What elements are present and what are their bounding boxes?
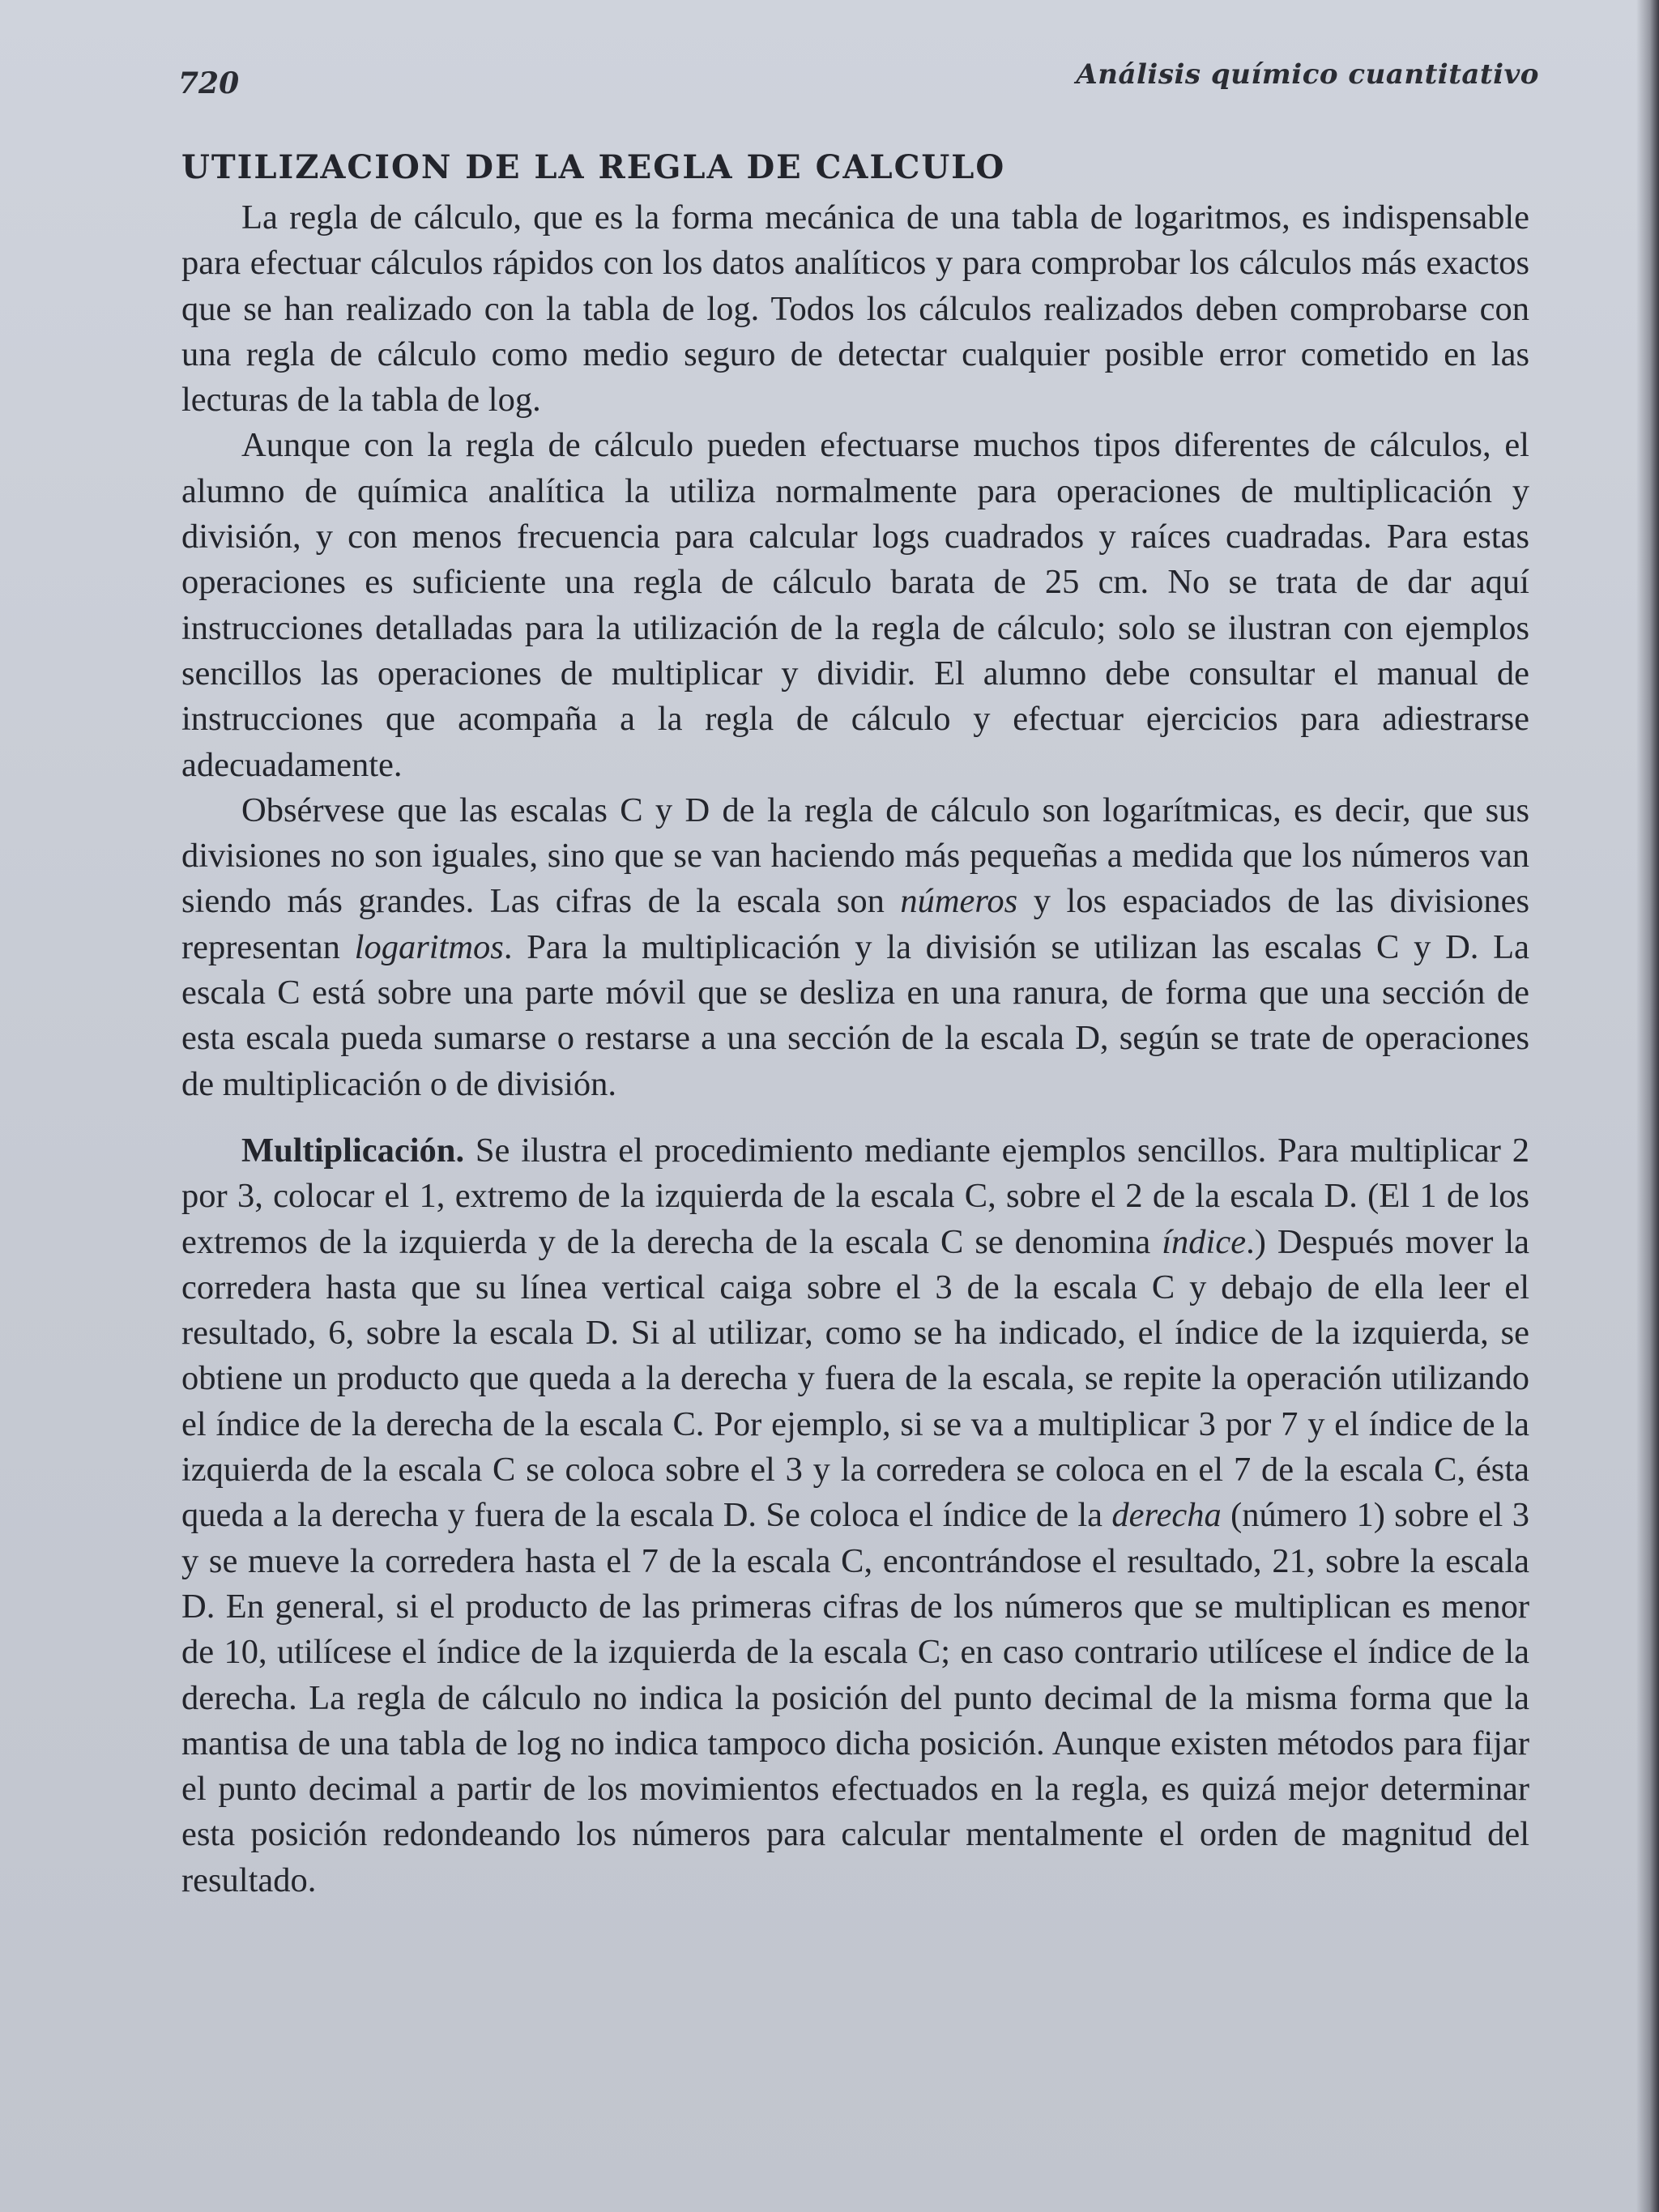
page-edge-shadow bbox=[1636, 0, 1659, 2212]
paragraph-operations: Aunque con la regla de cálculo pueden efectuarse muchos tipos diferentes de cálculos, el alumno de química analítica la utiliza normalmente para operaciones de multiplicación y división, y con menos frecuencia para calcular logs cuadrados y raíces cuadradas. Para estas operaciones es suficiente una regla de cálculo barata de 25 cm. No se trata de dar aquí instrucciones detalladas para la utilización de la regla de cálculo; solo se ilustran con ejemplos sencillos las operaciones de multiplicar y dividir. El alumno debe consultar el manual de instrucciones que acompaña a la regla de cálculo y efectuar ejercicios para adiestrarse adecuadamente. bbox=[181, 426, 1529, 784]
paragraph-scales-text-3: . Para la multiplicación y la división se utilizan las escalas C y D. La escala C está sobre una parte móvil que se desliza en una ranura, de forma que una sección de esta escala pueda sumarse o restarse a una sección de la escala D, según se trate de operaciones de multiplicación o de división. bbox=[181, 927, 1530, 1103]
paragraph-scales bbox=[181, 788, 1529, 1107]
paragraph-introduction: La regla de cálculo, que es la forma mecánica de una tabla de logaritmos, es indispensable para efectuar cálculos rápidos con los datos analíticos y para comprobar los cálculos más exactos que se han realizado con la tabla de log. Todos los cálculos realizados deben comprobarse con una regla de cálculo como medio seguro de detectar cualquier posible error cometido en las lecturas de la tabla de log. bbox=[181, 198, 1529, 420]
paragraph-multiplication-text-1: Se ilustra el procedimiento mediante ejemplos sencillos. Para multiplicar 2 por 3, colocar el 1, extremo de la izquierda de la escala C, sobre el 2 de la escala D. (El 1 de los extremos de la izquierda y de la derecha de la escala C se denomina bbox=[181, 1131, 1529, 1261]
running-head bbox=[178, 57, 1539, 105]
section-title: UTILIZACION DE LA REGLA DE CALCULO bbox=[181, 148, 1006, 186]
paragraph-multiplication-text-3: (número 1) sobre el 3 y se mueve la corredera hasta el 7 de la escala C, encontrándose el resultado, 21, sobre la escala D. En general, si el producto de las primeras cifras de los números que se multiplican es menor de 10, utilícese el índice de la izquierda de la escala C; en caso contrario utilícese el índice de la derecha. La regla de cálculo no indica la posición del punto decimal de la misma forma que la mantisa de una tabla de log no indica tampoco dicha posición. Aunque existen métodos para fijar el punto decimal a partir de los movimientos efectuados en la regla, es quizá mejor determinar esta posición redondeando los números para calcular mentalmente el orden de magnitud del resultado. bbox=[181, 1496, 1529, 1899]
emphasis-indice: índice bbox=[1162, 1222, 1247, 1261]
page-number: 720 bbox=[178, 66, 240, 100]
paragraph-scales-text-1: Obsérvese que las escalas C y D de la regla de cálculo son logarítmicas, es decir, que sus divisiones no son iguales, sino que se van haciendo más pequeñas a medida que los números van siendo más grandes. Las cifras de la escala son bbox=[181, 791, 1529, 921]
paragraph-multiplication-text-2: .) Después mover la corredera hasta que su línea vertical caiga sobre el 3 de la escala C y debajo de ella leer el resultado, 6, sobre la escala D. Si al utilizar, como se ha indicado, el índice de la izquierda, se obtiene un producto que queda a la derecha y fuera de la escala, se repite la operación utilizando el índice de la derecha de la escala C. Por ejemplo, si se va a multiplicar 3 por 7 y el índice de la izquierda de la escala C se coloca sobre el 3 y la corredera se coloca en el 7 de la escala C, ésta queda a la derecha y fuera de la escala D. Se coloca el índice de la bbox=[181, 1222, 1530, 1535]
emphasis-derecha: derecha bbox=[1111, 1496, 1222, 1535]
paragraph-spacer bbox=[181, 1107, 1529, 1128]
emphasis-numeros: números bbox=[900, 882, 1018, 921]
paragraph-multiplication bbox=[181, 1128, 1529, 1903]
paragraph-scales-text-2: y los espaciados de las divisiones representan bbox=[181, 882, 1529, 966]
page-body bbox=[181, 142, 1529, 1903]
book-title: Análisis químico cuantitativo bbox=[1076, 58, 1539, 91]
multiplication-heading: Multiplicación. bbox=[241, 1131, 465, 1170]
emphasis-logaritmos: logaritmos bbox=[354, 927, 504, 966]
